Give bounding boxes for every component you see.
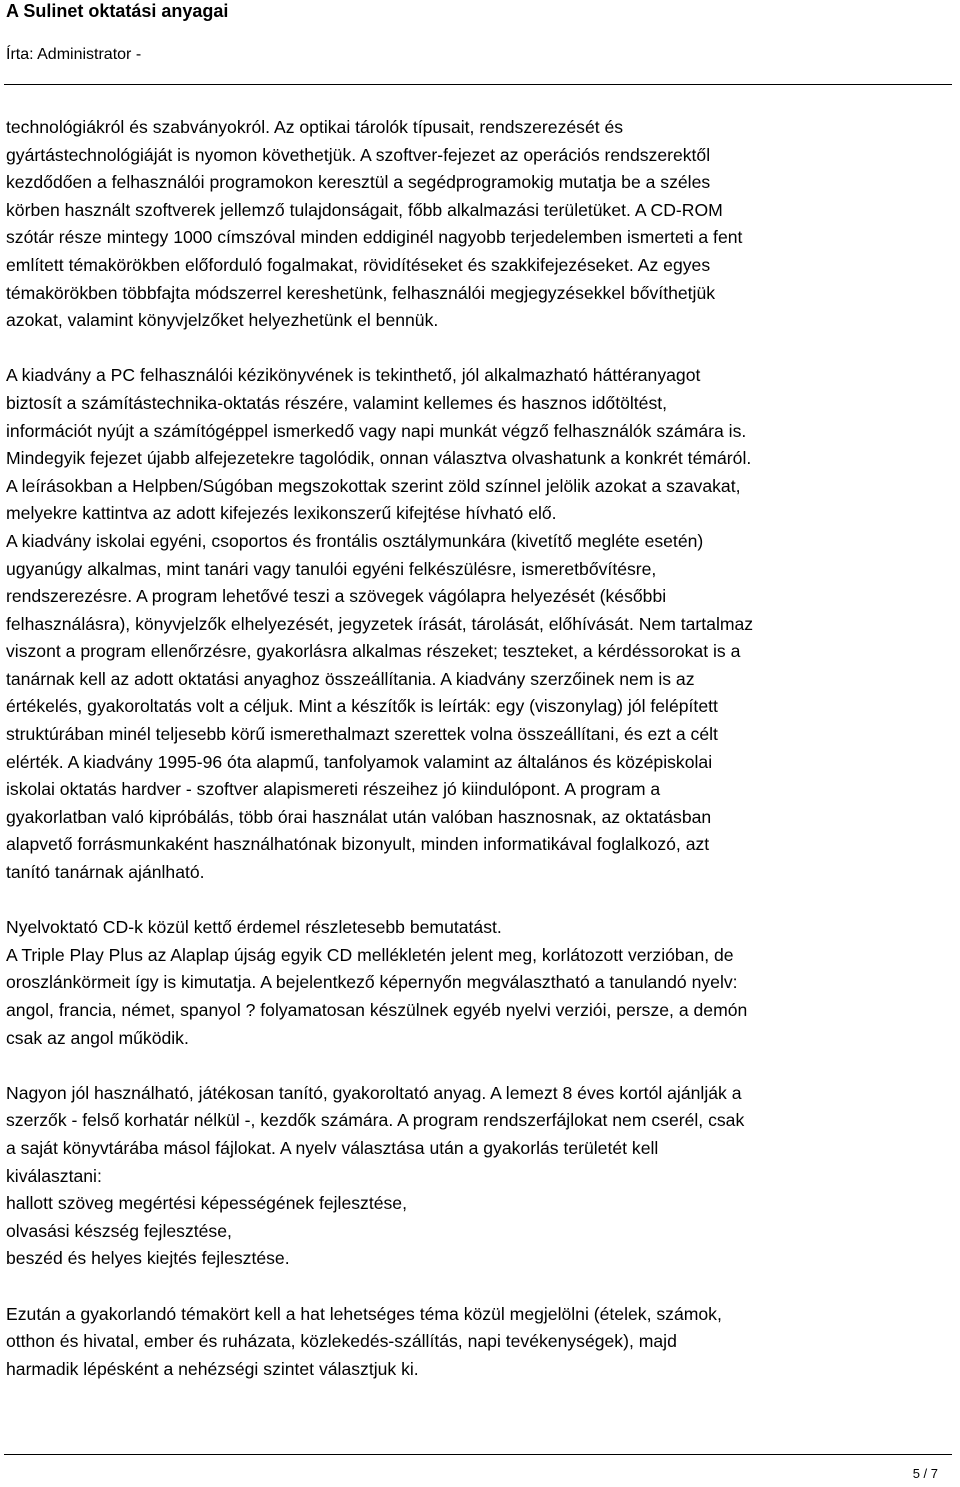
text-line: Ezután a gyakorlandó témakört kell a hat lehetséges téma közül megjelölni (ételek, számok, xyxy=(6,1303,722,1324)
text-line: A kiadvány iskolai egyéni, csoportos és frontális osztálymunkára (kivetítő megléte esetén) xyxy=(6,530,704,551)
text-line: struktúrában minél teljesebb körű ismerethalmazt szerettek volna összeállítani, és ezt a célt xyxy=(6,724,718,745)
paragraph xyxy=(6,1301,952,1384)
text-line: elérték. A kiadvány 1995-96 óta alapmű, tanfolyamok valamint az általános és középiskolai xyxy=(6,751,713,772)
text-line: felhasználásra), könyvjelzők elhelyezését, jegyzetek írását, tárolását, előhívását. Nem tartalmaz xyxy=(6,613,754,634)
text-line: gyártástechnológiáját is nyomon követhetjük. A szoftver-fejezet az operációs rendszerektől xyxy=(6,144,711,165)
text-line: oroszlánkörmeit így is kimutatja. A bejelentkező képernyőn megválasztható a tanulandó nyelv: xyxy=(6,972,738,993)
text-line: szótár része mintegy 1000 címszóval minden eddiginél nagyobb terjedelemben ismerteti a fent xyxy=(6,227,743,248)
text-line: olvasási készség fejlesztése, xyxy=(6,1220,232,1241)
text-line: Nyelvoktató CD-k közül kettő érdemel részletesebb bemutatást. xyxy=(6,917,502,938)
text-line: témakörökben többfajta módszerrel kereshetünk, felhasználói megjegyzésekkel bővíthetjük xyxy=(6,282,716,303)
paragraph xyxy=(6,1080,952,1273)
text-line: tanító tanárnak ajánlható. xyxy=(6,862,205,883)
text-line: beszéd és helyes kiejtés fejlesztése. xyxy=(6,1248,290,1269)
text-line: alapvető forrásmunkaként használhatónak bizonyult, minden informatikával foglalkozó, azt xyxy=(6,834,710,855)
text-line: harmadik lépésként a nehézségi szintet választjuk ki. xyxy=(6,1358,419,1379)
text-line: Nagyon jól használható, játékosan tanító, gyakoroltató anyag. A lemezt 8 éves kortól ajánlják a xyxy=(6,1082,742,1103)
text-line: csak az angol működik. xyxy=(6,1027,189,1048)
paragraph xyxy=(6,914,952,1052)
text-line: kiválasztani: xyxy=(6,1165,102,1186)
text-line: angol, francia, német, spanyol ? folyamatosan készülnek egyéb nyelvi verziói, persze, a demón xyxy=(6,1000,748,1020)
text-line: A Triple Play Plus az Alaplap újság egyik CD mellékletén jelent meg, korlátozott verzióban, de xyxy=(6,944,734,965)
text-line: szerzők - felső korhatár nélkül -, kezdők számára. A program rendszerfájlokat nem cserél, csak xyxy=(6,1110,745,1131)
text-line: technológiákról és szabványokról. Az optikai tárolók típusait, rendszerezését és xyxy=(6,117,624,137)
text-line: említett témakörökben előforduló fogalmakat, rövidítéseket és szakkifejezéseket. Az egyes xyxy=(6,254,711,275)
text-line: A leírásokban a Helpben/Súgóban megszokottak szerint zöld színnel jelölik azokat a szavakat, xyxy=(6,475,741,496)
text-line: értékelés, gyakoroltatás volt a céljuk. Mint a készítők is leírták: egy (viszonylag) jól felépített xyxy=(6,696,718,717)
page-number: 5 / 7 xyxy=(912,1466,938,1481)
text-line: a saját könyvtárába másol fájlokat. A nyelv választása után a gyakorlás területét kell xyxy=(6,1137,659,1158)
text-line: tanárnak kell az adott oktatási anyaghoz összeállítania. A kiadvány szerzőinek nem is az xyxy=(6,668,695,689)
site-title: A Sulinet oktatási anyagai xyxy=(6,1,229,21)
paragraph xyxy=(6,114,952,335)
text-line: biztosít a számítástechnika-oktatás részére, valamint kellemes és hasznos időtöltést, xyxy=(6,392,668,413)
header-divider xyxy=(4,84,952,85)
text-line: hallott szöveg megértési képességének fejlesztése, xyxy=(6,1193,407,1214)
text-line: kezdődően a felhasználói programokon keresztül a segédprogramokig mutatja be a széles xyxy=(6,172,711,193)
article-body xyxy=(6,114,952,1383)
text-line: körben használt szoftverek jellemző tulajdonságait, főbb alkalmazási területüket. A CD-ROM xyxy=(6,199,723,220)
paragraph xyxy=(6,362,952,886)
text-line: azokat, valamint könyvjelzőket helyezhetünk el bennük. xyxy=(6,310,439,331)
author-line: Írta: Administrator - xyxy=(6,46,142,63)
text-line: iskolai oktatás hardver - szoftver alapismereti részeihez jó kiindulópont. A program a xyxy=(6,779,661,800)
page-header xyxy=(0,0,960,80)
text-line: gyakorlatban való kipróbálás, több órai használat után valóban hasznosnak, az oktatásban xyxy=(6,806,712,827)
text-line: otthon és hivatal, ember és ruházata, közlekedés-szállítás, napi tevékenységek), majd xyxy=(6,1331,677,1352)
text-line: melyekre kattintva az adott kifejezés lexikonszerű kifejtése hívható elő. xyxy=(6,503,557,524)
footer-divider xyxy=(4,1454,952,1455)
text-line: Mindegyik fejezet újabb alfejezetekre tagolódik, onnan választva olvashatunk a konkrét témáról. xyxy=(6,448,752,469)
text-line: viszont a program ellenőrzésre, gyakorlásra alkalmas részeket; teszteket, a kérdéssorokat is a xyxy=(6,641,741,662)
text-line: A kiadvány a PC felhasználói kézikönyvének is tekinthető, jól alkalmazható háttéranyagot xyxy=(6,365,701,386)
text-line: információt nyújt a számítógéppel ismerkedő vagy napi munkát végző felhasználók számára is. xyxy=(6,420,747,441)
text-line: ugyanúgy alkalmas, mint tanári vagy tanulói egyéni felkészülésre, ismeretbővítésre, xyxy=(6,558,657,579)
text-line: rendszerezésre. A program lehetővé teszi a szövegek vágólapra helyezését (későbbi xyxy=(6,586,667,607)
